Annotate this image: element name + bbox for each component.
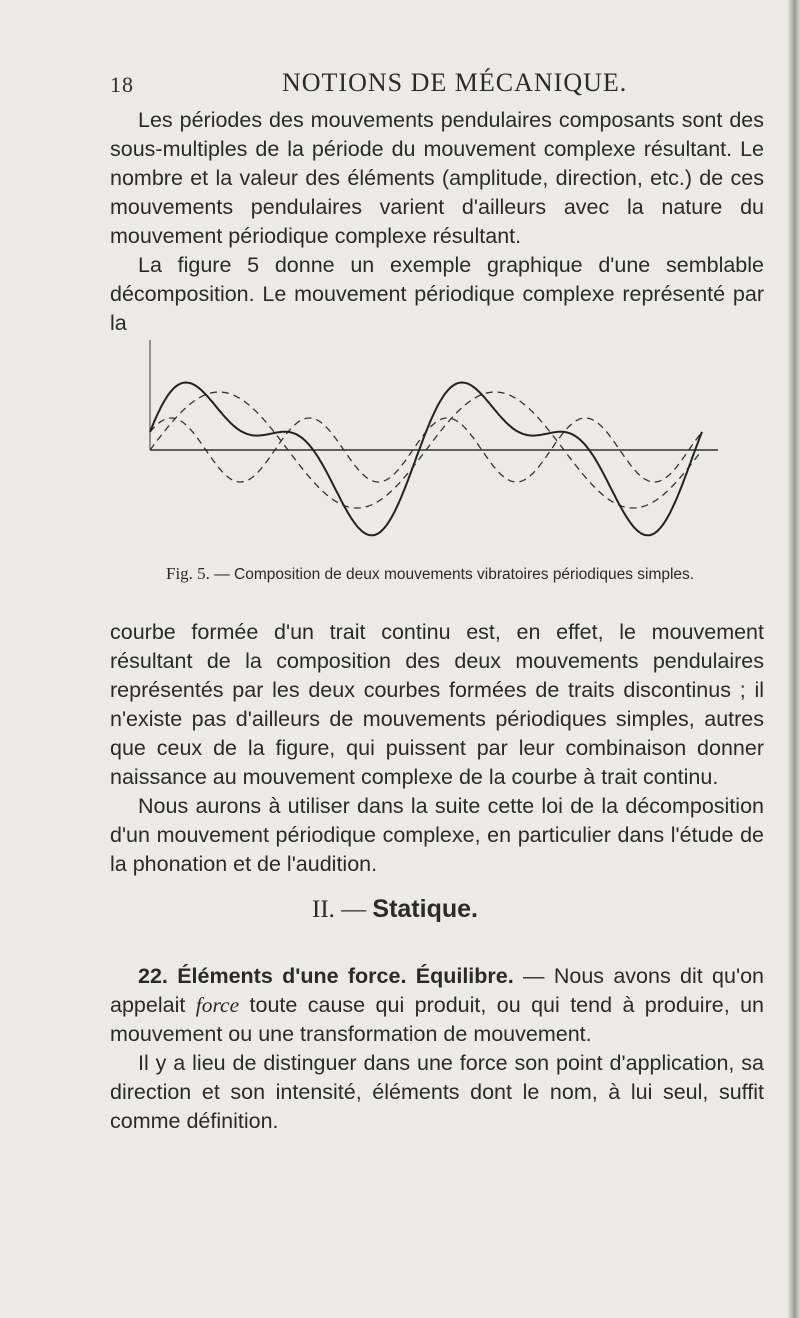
page-header	[110, 64, 760, 104]
page-number: 18	[110, 72, 134, 97]
section-heading	[0, 895, 790, 924]
paragraph-decomposition-law: Nous aurons à utiliser dans la suite cette loi de la décomposition d'un mouvement périodique complexe, en particulier dans l'étude de la phonation et de l'audition.	[110, 794, 764, 876]
force-text-b: toute cause qui produit, ou qui tend à produire, un mouvement ou une transformation de mouvement.	[110, 993, 764, 1046]
text-block-bottom	[110, 962, 764, 1136]
paragraph-figure-intro: La figure 5 donne un exemple graphique d'une semblable décomposition. Le mouvement périodique complexe représenté par la	[110, 253, 764, 335]
paragraph-force-elements: Il y a lieu de distinguer dans une force son point d'application, sa direction et son intensité, éléments dont le nom, à lui seul, suffit comme définition.	[110, 1051, 764, 1133]
caption-text: — Composition de deux mouvements vibratoires périodiques simples.	[209, 566, 695, 583]
text-block-top	[110, 106, 764, 338]
section-numeral: II. —	[312, 896, 373, 923]
figure-caption	[166, 564, 766, 584]
paragraph-curve-explanation: courbe formée d'un trait continu est, en effet, le mouvement résultant de la composition des deux mouvements pendulaires représentés par les deux courbes formées de traits discontinus ; il n'existe pas d'ailleurs de mouvements périodiques simples, autres que ceux de la figure, qui puissent par leur combinaison donner naissance au mouvement complexe de la courbe à trait continu.	[110, 620, 764, 789]
figure-5	[140, 330, 720, 560]
force-text-a: — Nous avons dit qu'on appelait	[110, 964, 764, 1017]
caption-label: Fig. 5.	[166, 564, 210, 583]
waveform-diagram	[140, 330, 720, 560]
section-title: Statique.	[372, 895, 478, 923]
paragraph-periods: Les périodes des mouvements pendulaires composants sont des sous-multiples de la période du mouvement complexe résultant. Le nombre et la valeur des éléments (amplitude, direction, etc.) de ces mouvements pendulaires varient d'ailleurs avec la nature du mouvement périodique complexe résultant.	[110, 108, 764, 248]
resultant-solid-curve	[150, 383, 702, 536]
text-block-middle	[110, 618, 764, 879]
page-edge	[788, 0, 800, 1318]
force-term: force	[195, 993, 240, 1017]
subsection-heading: 22. Éléments d'une force. Équilibre.	[138, 964, 514, 988]
running-title: NOTIONS DE MÉCANIQUE.	[282, 68, 628, 97]
paragraph-force-definition	[110, 962, 764, 1049]
